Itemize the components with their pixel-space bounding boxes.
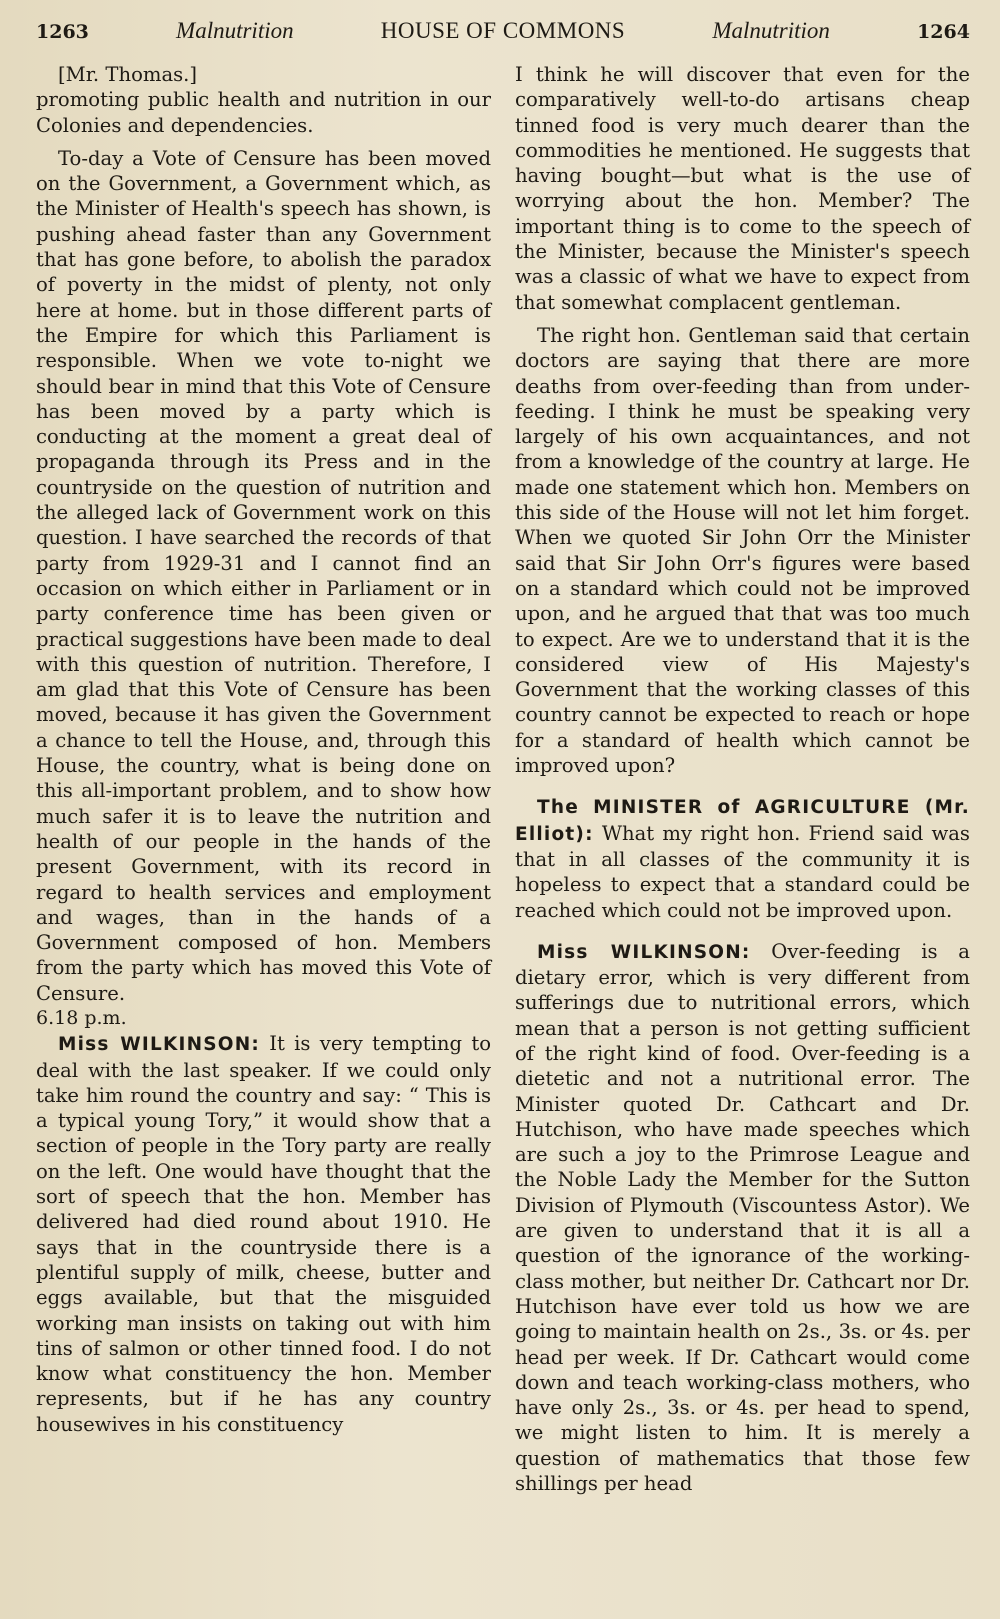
paragraph: The right hon. Gentleman said that certain doctors are saying that there are more deaths from over-feeding than from under-feeding. I think he must be speaking very largely of his own acquaintances, and not from a knowledge of the country at large. He made one statement which hon. Members on this side of the House will not let him forget. When we quoted Sir John Orr the Minister said that Sir John Orr's figures were based on a standard which could not be improved upon, and he argued that that was too much to expect. Are we to understand that it is the considered view of His Majesty's Government that the working classes of this country cannot be expected to reach or hope for a standard of health which cannot be improved upon? (515, 323, 970, 778)
speaker-name: Miss WILKINSON: (537, 941, 751, 963)
paragraph-continuation: I think he will discover that even for the comparatively well-to-do artisans cheap tinned food is very much dearer than the commodities he mentioned. He suggests that having bought—but what is the use of worrying about the hon. Member? The important thing is to come to the speech of the Minister, because the Minister's speech was a classic of what we have to expect from that somewhat complacent gentleman. (515, 63, 970, 314)
speech-text: It is very tempting to deal with the last speaker. If we could only take him round the country and say: “ This is a typical young Tory,” it would show that a section of people in the Tory party are really on the left. One would have thought that the sort of speech that the hon. Member has delivered had died round about 1910. He says that in the countryside there is a plentiful supply of milk, cheese, butter and eggs available, but that the misguided working man insists on taking out with him tins of salmon or other tinned food. I do not know what constituency the hon. Member represents, but if he has any country housewives in his constituency (36, 1032, 491, 1436)
right-page-number: 1264 (917, 21, 970, 43)
speaker-name: The MINISTER of AGRICULTURE (Mr. Elliot): (515, 797, 970, 845)
speaker-name: Miss WILKINSON: (58, 1034, 260, 1056)
left-column (36, 62, 491, 1496)
page-header (36, 18, 970, 54)
speech-paragraph (36, 1031, 491, 1437)
speech-paragraph (515, 939, 970, 1497)
speech-text: Over-feeding is a dietary error, which is very different from sufferings due to nutritional errors, which mean that a person is not getting sufficient of the right kind of food. Over-feeding is a dietetic and not a nutritional error. The Minister quoted Dr. Cathcart and Dr. Hutchison, who have made speeches which are such a joy to the Primrose League and the Noble Lady the Member for the Sutton Division of Plymouth (Viscountess Astor). We are given to understand that it is all a question of the ignorance of the working-class mother, but neither Dr. Cathcart nor Dr. Hutchison have ever told us how we are going to maintain health on 2s., 3s. or 4s. per head per week. If Dr. Cathcart would come down and teach working-class mothers, who have only 2s., 3s. or 4s. per head to spend, we might listen to him. It is merely a question of mathematics that those few shillings per head (515, 939, 970, 1496)
speech-paragraph (515, 794, 970, 922)
timestamp: 6.18 p.m. (36, 1006, 127, 1029)
speech-text: What my right hon. Friend said was that in all classes of the community it is hopeless to expect that a standard could be reached which could not be improved upon. (515, 821, 970, 922)
left-running-title: Malnutrition (176, 18, 294, 43)
paragraph-continuation: promoting public health and nutrition in our Colonies and dependencies. (36, 88, 491, 137)
right-column (515, 62, 970, 1496)
right-running-title: Malnutrition (712, 18, 830, 43)
left-page-number: 1263 (36, 21, 89, 43)
center-header-title: HOUSE OF COMMONS (380, 18, 626, 43)
speaker-attribution: [Mr. Thomas.] (58, 63, 198, 86)
paragraph: To-day a Vote of Censure has been moved on the Government, a Government which, as the Minister of Health's speech has shown, is pushing ahead faster than any Government that has gone before, to abolish the paradox of poverty in the midst of plenty, not only here at home. but in those different parts of the Empire for which this Parliament is responsible. When we vote to-night we should bear in mind that this Vote of Censure has been moved by a party which is conducting at the moment a great deal of propaganda through its Press and in the countryside on the question of nutrition and the alleged lack of Government work on this question. I have searched the records of that party from 1929-31 and I cannot find an occasion on which either in Parliament or in party conference time has been given or practical suggestions have been made to deal with this question of nutrition. Therefore, I am glad that this Vote of Censure has been moved, because it has given the Government a chance to tell the House, and, through this House, the country, what is being done on this all-important problem, and to show how much safer it is to leave the nutrition and health of our people in the hands of the present Government, with its record in regard to health services and employment and wages, than in the hands of a Government composed of hon. Members from the party which has moved this Vote of Censure. (36, 146, 491, 1005)
text-columns (36, 62, 970, 1496)
